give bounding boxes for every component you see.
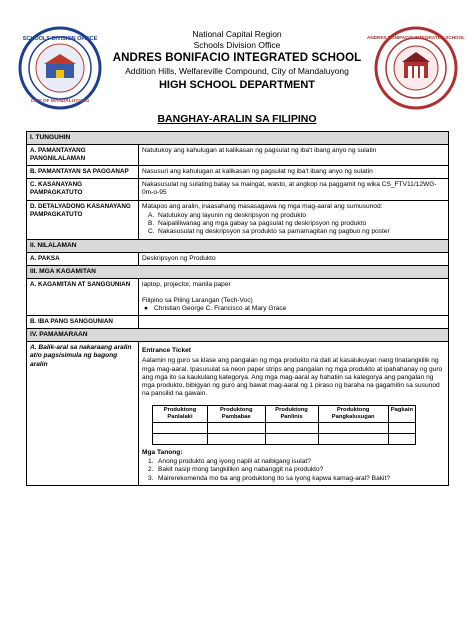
row-paksa [27,252,449,265]
table-header-cell: Pagkain [388,405,415,422]
row-kasanayang-pampagkatuto [27,179,449,200]
list-item: 3. Mairerekomenda mo ba ang produktong ito sa iyong kapwa kamag-aral? Bakit? [148,474,391,482]
svg-text:ANDRES BONIFACIO INTEGRATED SC: ANDRES BONIFACIO INTEGRATED SCHOOL [367,35,465,40]
objectives-intro: Matapos ang aralin, inaasahang masasagawa ng mga mag-aaral ang sumusunod: [142,202,383,210]
row-content: Nakasusulat ng sulating batay sa maingat, wasto, at angkop na paggamit ng wika CS_FTV11/12WG-0m-o-95 [139,179,449,200]
table-header-row [153,405,416,422]
svg-text:CITY OF MANDALUYONG: CITY OF MANDALUYONG [30,99,90,104]
list-item: 2. Bakit nasip mong tangkilikin ang nabanggit na produkto? [148,466,324,474]
row-content [139,316,449,329]
section-nilalaman: II. NILALAMAN [27,239,449,252]
reference-author: ● Christian George C. Francisco at Mary Grace [144,304,287,312]
row-label: D. DETALYADONG KASANAYANG PAMPAGKATUTO [27,200,139,239]
product-category-table [152,405,416,445]
section-kagamitan: III. MGA KAGAMITAN [27,266,449,279]
office-name: Schools Division Office [193,40,281,50]
row-content: Deskripsyon ng Produkto [139,252,449,265]
row-content: Natutukoy ang kahulugan at kalikasan ng pagsulat ng iba't ibang anyo ng sulatin [139,145,449,166]
list-item: 1. Anong produkto ang iyong napili at naibigang isulat? [148,458,311,466]
row-label: C. KASANAYANG PAMPAGKATUTO [27,179,139,200]
list-item: C. Nakasusulat ng deskripsyon sa produkto sa pamamagitan ng pagbuo ng poster [148,228,390,236]
row-label: B. PAMANTAYAN SA PAGGANAP [27,165,139,178]
table-header-cell: Produktong Panlalaki [153,405,208,422]
row-label: A. PAKSA [27,252,139,265]
row-content [139,200,449,239]
list-item: B. Naipaliliwanag ang mga gabay sa pagsulat ng deskripsyon ng produkto [148,220,367,228]
entrance-ticket-title: Entrance Ticket [142,347,191,355]
school-name: ANDRES BONIFACIO INTEGRATED SCHOOL [112,52,362,64]
entrance-ticket-text: Aalamin ng guro sa klase ang pangalan ng mga produkto na dati at kasalukuyan nang tinatangkilik ng mga mag-aaral. Ipasusulat sa neon paper strips ang pangalan ng mga produkto at ipahahanay ng guro ang mga ito sa kaukulang kategorya. Ang mga mag-aaral ay hahatiin sa kategorya ang pangalan ng mga produkto, bibigyan ng guro ang bawat mag-aaral ng 1 piraso ng baraha na gagamitin sa susunod na pansilid na gawain. [142,357,443,398]
document-header [0,0,474,110]
document-title: BANGHAY-ARALIN SA FILIPINO [157,113,317,125]
section-tunguhin: I. TUNGUHIN [27,132,449,145]
row-pamantayang-pangnilalaman [27,145,449,166]
row-iba-pang-sanggunian [27,316,449,329]
row-content [139,342,449,486]
questions-title: Mga Tanong: [142,448,183,456]
row-label: B. IBA PANG SANGGUNIAN [27,316,139,329]
row-label: A. PAMANTAYANG PANGNILALAMAN [27,145,139,166]
department-name: HIGH SCHOOL DEPARTMENT [158,79,316,91]
questions-list [142,458,445,483]
list-item: A. Natutukoy ang layunin ng deskripsyon ng produkto [148,211,307,219]
table-header-cell: Produktong Panlinis [265,405,318,422]
row-pamantayan-sa-pagganap [27,165,449,178]
region-name: National Capital Region [192,29,282,39]
row-detalyadong-kasanayan [27,200,449,239]
table-row [153,422,416,433]
section-pamamaraan: IV. PAMAMARAAN [27,328,449,341]
row-content: Nasusuri ang kahulugan at kalikasan ng pagsulat ng iba't ibang anyo ng sulatin [139,165,449,178]
reference-title: Filipino sa Piling Larangan (Tech-Voc) [142,296,253,304]
materials-text: laptop, projector, manila paper [142,281,231,289]
bullet-icon: ● [144,304,148,312]
table-header-cell: Produktong Pangkalusugan [318,405,388,422]
row-label: A. Balik-aral sa nakaraang aralin at/o pagsisimula ng bagong aralin [27,342,139,486]
lesson-plan-table [26,131,449,486]
row-balik-aral [27,342,449,486]
row-kagamitan-at-sanggunian [27,279,449,316]
objectives-list [142,212,445,237]
table-header-cell: Produktong Pambabae [208,405,266,422]
svg-text:SCHOOLS DIVISION OFFICE: SCHOOLS DIVISION OFFICE [22,36,98,42]
row-label: A. KAGAMITAN AT SANGGUNIAN [27,279,139,316]
school-address: Addition Hills, Welfareville Compound, City of Mandaluyong [125,66,349,76]
school-seal-logo [367,26,465,110]
table-row [153,433,416,444]
row-content [139,279,449,316]
